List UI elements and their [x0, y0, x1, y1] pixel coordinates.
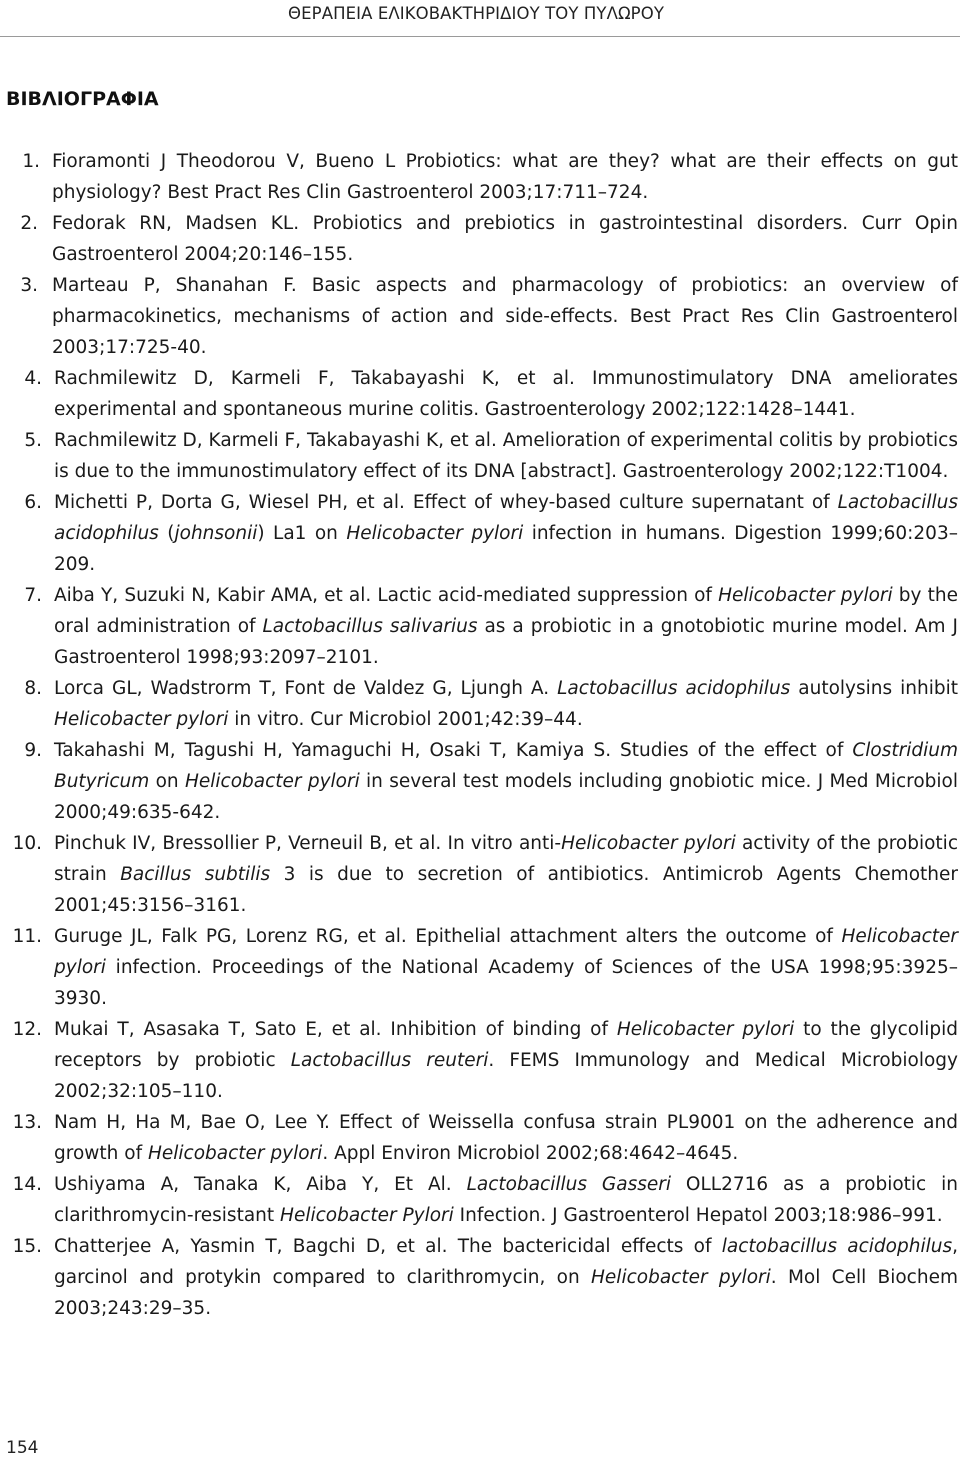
ref-italic: johnsonii — [174, 523, 258, 544]
ref-italic: Helicobacter pylori — [346, 523, 524, 544]
page-number: 154 — [6, 1438, 39, 1458]
reference-text: Rachmilewitz D, Karmeli F, Takabayashi K, et al. Immunostimulatory DNA ameliorates experimental and spontaneous murine colitis. Gastroenterology 2002;122:1428–1441. — [54, 368, 958, 420]
reference-text — [54, 833, 958, 916]
ref-part: ) La1 on — [257, 523, 347, 544]
ref-part: infection. Proceedings of the National Academy of Sciences of the USA 1998;95:3925–3930. — [54, 957, 958, 1009]
ref-part: in vitro. Cur Microbiol 2001;42:39–44. — [228, 709, 583, 730]
reference-item — [0, 208, 958, 270]
ref-part: Aiba Y, Suzuki N, Kabir AMA, et al. Lactic acid-mediated suppression of — [54, 585, 719, 606]
reference-number: 12. — [12, 1019, 42, 1040]
reference-number: 14. — [12, 1174, 42, 1195]
ref-italic: Lactobacillus acidophilus — [54, 492, 958, 544]
ref-italic: Lactobacillus salivarius — [262, 616, 478, 637]
reference-number: 6. — [24, 492, 42, 513]
reference-number: 3. — [20, 275, 38, 296]
reference-text — [54, 678, 958, 730]
ref-part: Lorca GL, Wadstrorm T, Font de Valdez G, Ljungh A. — [54, 678, 558, 699]
ref-part: in several test models including gnobiotic mice. J Med Microbiol 2000;49:635-642. — [54, 771, 958, 823]
ref-part: Pinchuk IV, Bressollier P, Verneuil B, et al. In vitro anti- — [54, 833, 562, 854]
section-title: ΒΙΒΛΙΟΓΡΑΦΙΑ — [6, 88, 159, 110]
reference-text — [54, 1112, 958, 1164]
ref-italic: Helicobacter pylori — [718, 585, 893, 606]
ref-part: Mukai T, Asasaka T, Sato E, et al. Inhibition of binding of — [54, 1019, 617, 1040]
reference-number: 9. — [24, 740, 42, 761]
reference-text — [54, 1019, 958, 1102]
reference-number: 4. — [24, 368, 42, 389]
ref-part: Takahashi M, Tagushi H, Yamaguchi H, Osaki T, Kamiya S. Studies of the effect of — [54, 740, 853, 761]
ref-part: by the oral administration of — [54, 585, 958, 637]
reference-text — [54, 1236, 958, 1319]
ref-part: . FEMS Immunology and Medical Microbiology 2002;32:105–110. — [54, 1050, 958, 1102]
ref-part: . Mol Cell Biochem 2003;243:29–35. — [54, 1267, 958, 1319]
reference-text — [54, 585, 958, 668]
reference-number: 10. — [12, 833, 42, 854]
ref-part: infection in humans. Digestion 1999;60:203–209. — [54, 523, 958, 575]
ref-part: ( — [158, 523, 175, 544]
ref-part: as a probiotic in a gnotobiotic murine model. Am J Gastroenterol 1998;93:2097–2101. — [54, 616, 958, 668]
ref-italic: Helicobacter pylori — [561, 833, 736, 854]
ref-part: to the glycolipid receptors by probiotic — [54, 1019, 958, 1071]
ref-italic: Helicobacter Pylori — [280, 1205, 454, 1226]
ref-part: Infection. J Gastroenterol Hepatol 2003;18:986–991. — [453, 1205, 943, 1226]
ref-italic: Lactobacillus acidophilus — [557, 678, 791, 699]
ref-italic: Helicobacter pylori — [184, 771, 360, 792]
reference-number: 7. — [24, 585, 42, 606]
header-divider — [0, 36, 960, 37]
ref-part: OLL2716 as a probiotic in clarithromycin-resistant — [54, 1174, 958, 1226]
reference-text: Rachmilewitz D, Karmeli F, Takabayashi K, et al. Amelioration of experimental colitis by probiotics is due to the immunostimulatory effect of its DNA [abstract]. Gastroenterology 2002;122:T1004. — [54, 430, 958, 482]
ref-part: on — [149, 771, 185, 792]
ref-part: autolysins inhibit — [790, 678, 958, 699]
ref-part: . Appl Environ Microbiol 2002;68:4642–4645. — [322, 1143, 739, 1164]
reference-number: 2. — [20, 213, 38, 234]
reference-number: 5. — [24, 430, 42, 451]
ref-part: , garcinol and protykin compared to clarithromycin, on — [54, 1236, 958, 1288]
reference-number: 1. — [22, 151, 40, 172]
reference-item — [0, 1014, 958, 1107]
reference-text — [54, 1174, 958, 1226]
reference-item — [0, 425, 958, 487]
ref-part: Ushiyama A, Tanaka K, Aiba Y, Et Al. — [54, 1174, 467, 1195]
reference-text — [54, 926, 958, 1009]
ref-italic: Lactobacillus reuteri — [290, 1050, 489, 1071]
ref-italic: Helicobacter pylori — [54, 926, 958, 978]
reference-item — [0, 828, 958, 921]
ref-italic: Helicobacter pylori — [147, 1143, 323, 1164]
reference-item — [0, 146, 958, 208]
ref-italic: Helicobacter pylori — [591, 1267, 771, 1288]
ref-italic: Clostridium Butyricum — [54, 740, 958, 792]
reference-item — [0, 735, 958, 828]
reference-text: Fedorak RN, Madsen KL. Probiotics and prebiotics in gastrointestinal disorders. Curr Opin Gastroenterol 2004;20:146–155. — [52, 213, 958, 265]
reference-item — [0, 270, 958, 363]
ref-italic: Helicobacter pylori — [54, 709, 229, 730]
ref-italic: lactobacillus acidophilus — [721, 1236, 953, 1257]
reference-item — [0, 487, 958, 580]
reference-item — [0, 921, 958, 1014]
reference-text: Fioramonti J Theodorou V, Bueno L Probiotics: what are they? what are their effects on gut physiology? Best Pract Res Clin Gastroenterol 2003;17:711–724. — [52, 151, 958, 203]
reference-text: Marteau P, Shanahan F. Basic aspects and pharmacology of probiotics: an overview of pharmacokinetics, mechanisms of action and side-effects. Best Pract Res Clin Gastroenterol 2003;17:725-40. — [52, 275, 958, 358]
reference-list — [0, 146, 958, 1324]
ref-italic: Helicobacter pylori — [616, 1019, 795, 1040]
ref-part: Nam H, Ha M, Bae O, Lee Y. Effect of Weissella confusa strain PL9001 on the adherence and growth of — [54, 1112, 958, 1164]
reference-item — [0, 1169, 958, 1231]
ref-part: Guruge JL, Falk PG, Lorenz RG, et al. Epithelial attachment alters the outcome of — [54, 926, 842, 947]
reference-number: 13. — [12, 1112, 42, 1133]
reference-number: 15. — [12, 1236, 42, 1257]
ref-part: Chatterjee A, Yasmin T, Bagchi D, et al. The bactericidal effects of — [54, 1236, 722, 1257]
reference-item — [0, 1231, 958, 1324]
reference-item — [0, 673, 958, 735]
reference-item — [0, 1107, 958, 1169]
ref-part: Michetti P, Dorta G, Wiesel PH, et al. Effect of whey-based culture supernatant of — [54, 492, 838, 513]
ref-italic: Bacillus subtilis — [120, 864, 271, 885]
reference-item — [0, 363, 958, 425]
reference-text — [54, 492, 958, 575]
reference-number: 8. — [24, 678, 42, 699]
ref-part: 3 is due to secretion of antibiotics. Antimicrob Agents Chemother 2001;45:3156–3161. — [54, 864, 958, 916]
reference-number: 11. — [12, 926, 42, 947]
ref-italic: Lactobacillus Gasseri — [466, 1174, 671, 1195]
ref-part: activity of the probiotic strain — [54, 833, 958, 885]
reference-item — [0, 580, 958, 673]
running-header: ΘΕΡΑΠΕΙΑ ΕΛΙΚΟΒΑΚΤΗΡΙΔΙΟΥ ΤΟΥ ΠΥΛΩΡΟΥ — [288, 4, 664, 23]
reference-text — [54, 740, 958, 823]
